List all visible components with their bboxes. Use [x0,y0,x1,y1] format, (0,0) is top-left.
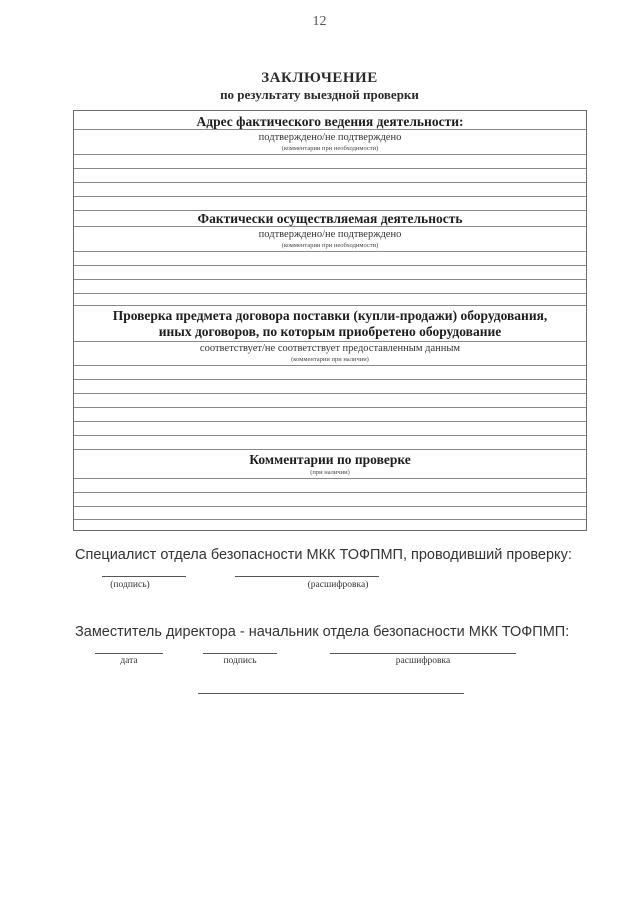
inspection-form-table [73,110,587,531]
table-rule [74,226,586,227]
specialist-signature-title: Специалист отдела безопасности МКК ТОФПМП, проводивший проверку: [75,547,572,563]
section-status-address: подтверждено/не подтверждено [258,132,402,143]
specialist-signature-line[interactable] [102,576,186,577]
comment-line[interactable] [74,492,586,493]
section-heading-address: Адрес фактического ведения деятельности: [196,114,464,129]
comment-line[interactable] [74,196,586,197]
comment-line[interactable] [74,519,586,520]
deputy-signature-label: подпись [223,656,257,666]
specialist-decoding-label: (расшифровка) [307,580,369,590]
deputy-signature-title: Заместитель директора - начальник отдела безопасности МКК ТОФПМП: [75,624,570,640]
deputy-decoding-label: расшифровка [395,656,451,666]
comment-line[interactable] [74,279,586,280]
section-divider [74,305,586,306]
comment-line[interactable] [74,421,586,422]
section-note-contract: (комментарии при наличии) [291,356,369,363]
comment-line[interactable] [74,251,586,252]
comment-line[interactable] [74,265,586,266]
page-number: 12 [312,14,327,29]
section-heading-contract-line2: иных договоров, по которым приобретено оборудование [158,324,502,339]
specialist-signature-label: (подпись) [110,580,150,590]
comment-line[interactable] [74,365,586,366]
section-note-address: (комментарии при необходимости) [281,145,379,152]
comment-line[interactable] [74,407,586,408]
section-status-activity: подтверждено/не подтверждено [258,229,402,240]
document-title: ЗАКЛЮЧЕНИЕ [261,70,378,86]
comment-line[interactable] [74,168,586,169]
deputy-decoding-line[interactable] [330,653,516,654]
comment-line[interactable] [74,506,586,507]
deputy-date-line[interactable] [95,653,163,654]
comment-line[interactable] [74,182,586,183]
comment-line[interactable] [74,379,586,380]
table-rule [74,341,586,342]
deputy-signature-line[interactable] [203,653,277,654]
section-heading-activity: Фактически осуществляемая деятельность [197,211,463,226]
deputy-date-label: дата [120,656,138,666]
comment-line[interactable] [74,478,586,479]
document-subtitle: по результату выездной проверки [220,87,419,102]
comment-line[interactable] [74,435,586,436]
specialist-decoding-line[interactable] [235,576,379,577]
comment-line[interactable] [74,393,586,394]
bottom-signature-line[interactable] [198,693,464,694]
section-note-comments: (при наличии) [310,469,350,476]
comment-line[interactable] [74,293,586,294]
section-note-activity: (комментарии при необходимости) [281,242,379,249]
section-status-contract: соответствует/не соответствует предоставленным данным [199,343,461,354]
section-heading-contract-line1: Проверка предмета договора поставки (купли-продажи) оборудования, [112,308,548,323]
section-divider [74,449,586,450]
section-heading-comments: Комментарии по проверке [249,452,411,467]
comment-line[interactable] [74,154,586,155]
